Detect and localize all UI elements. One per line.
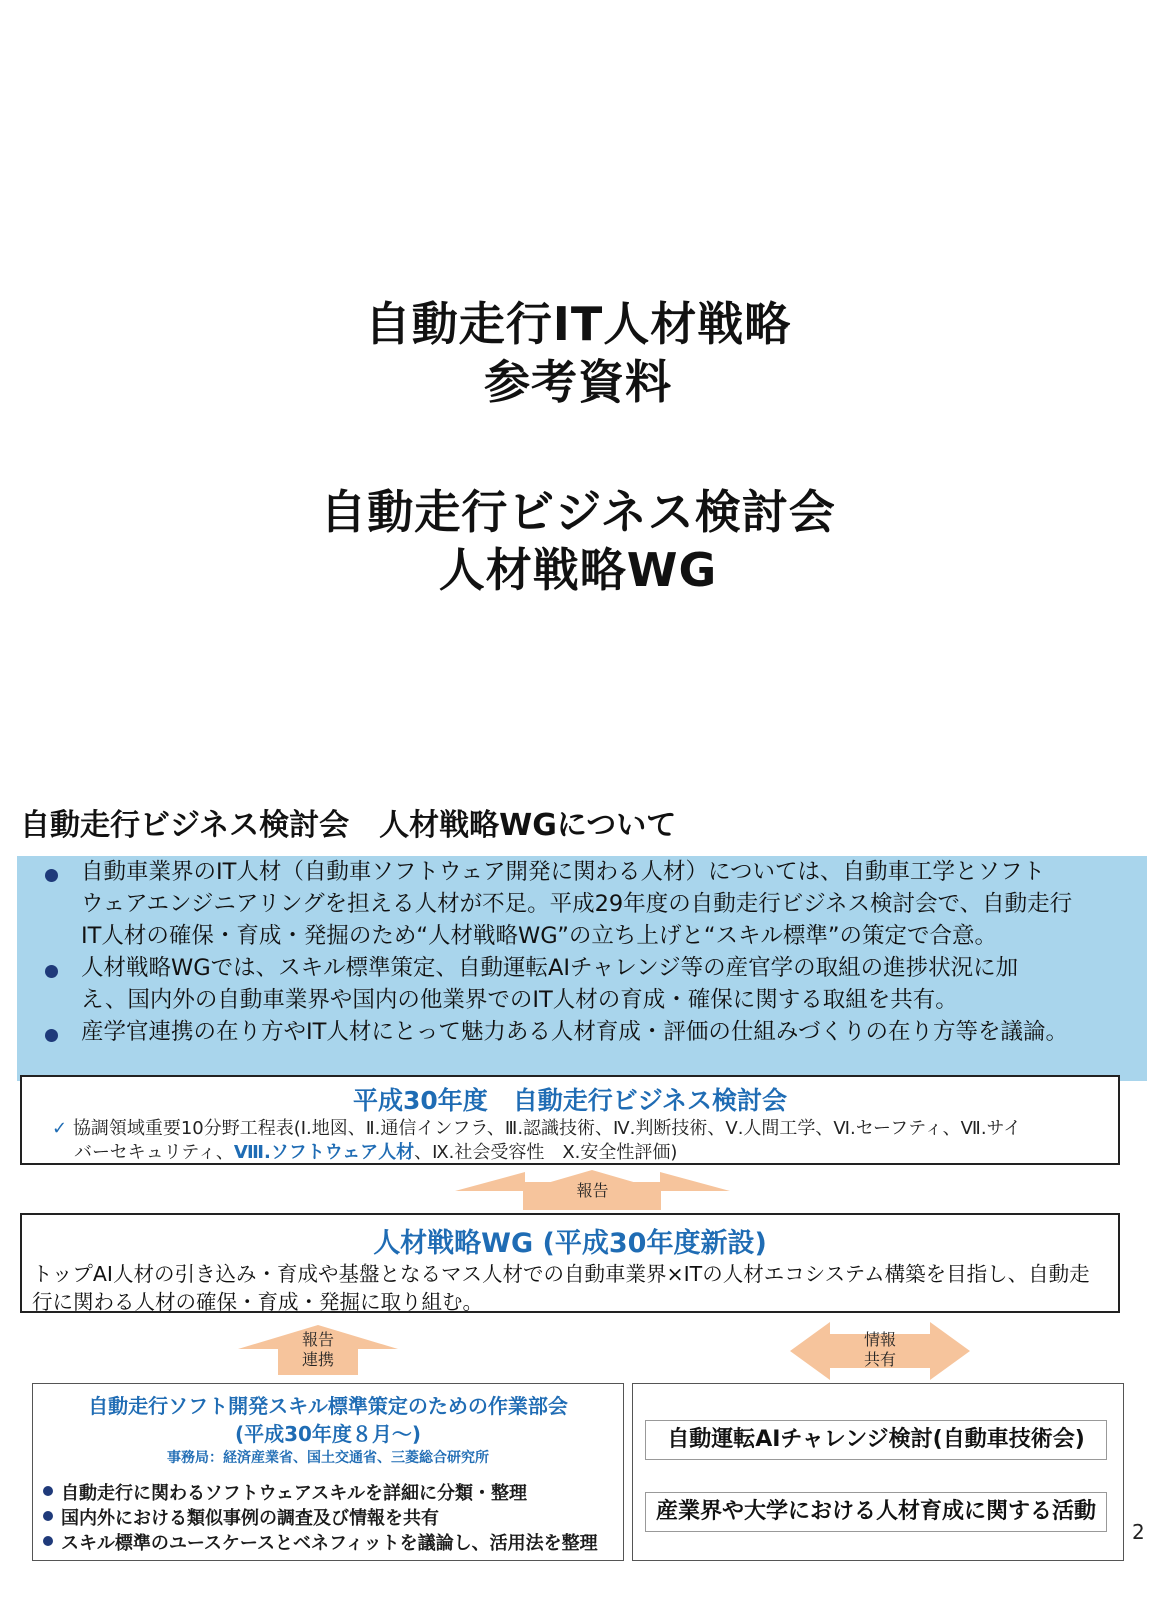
activities-box	[632, 1383, 1124, 1561]
bullet-dot	[43, 1486, 53, 1496]
summary-line: 人材戦略WGでは、スキル標準策定、自動運転AIチャレンジ等の産官学の取組の進捗状況に加	[81, 955, 1019, 981]
council-line1: 協調領域重要10分野工程表(Ⅰ.地図、Ⅱ.通信インフラ、Ⅲ.認識技術、Ⅳ.判断技術、Ⅴ.人間工学、Ⅵ.セーフティ、Ⅶ.サイ	[72, 1118, 1022, 1139]
workgroup-item: スキル標準のユースケースとベネフィットを議論し、活用法を整理	[61, 1533, 598, 1554]
summary-line: 産学官連携の在り方やIT人材にとって魅力ある人材育成・評価の仕組みづくりの在り方等を議論。	[81, 1019, 1068, 1045]
summary-line: ウェアエンジニアリングを担える人材が不足。平成29年度の自動走行ビジネス検討会で、自動走行	[81, 891, 1073, 917]
wg-line2: 行に関わる人材の確保・育成・発掘に取り組む。	[32, 1290, 483, 1314]
cover-title-line1: 自動走行IT人材戦略	[364, 297, 792, 351]
workgroup-item: 自動走行に関わるソフトウェアスキルを詳細に分類・整理	[61, 1483, 528, 1504]
council-line2-post: 、Ⅸ.社会受容性 Ⅹ.安全性評価)	[414, 1142, 678, 1163]
info-share-label-2: 共有	[863, 1350, 896, 1369]
industry-univ-item: 産業界や大学における人材育成に関する活動	[645, 1492, 1107, 1532]
workgroup-box	[32, 1383, 624, 1561]
summary-line: IT人材の確保・育成・発掘のため“人材戦略WG”の立ち上げと“スキル標準”の策定で合意。	[81, 923, 997, 949]
workgroup-office: 事務局：経済産業省、国土交通省、三菱総合研究所	[167, 1450, 489, 1466]
summary-line: 自動車業界のIT人材（自動車ソフトウェア開発に関わる人材）については、自動車工学とソフト	[81, 859, 1046, 885]
cover-title-line2: 参考資料	[484, 355, 672, 409]
check-icon: ✓	[52, 1118, 68, 1139]
report-arrow-label: 報告	[576, 1181, 609, 1200]
bullet-dot	[45, 1029, 58, 1042]
section-title: 自動走行ビジネス検討会 人材戦略WGについて	[20, 808, 677, 843]
workgroup-item: 国内外における類似事例の調査及び情報を共有	[61, 1508, 439, 1529]
wg-line1: トップAI人材の引き込み・育成や基盤となるマス人材での自動車業界×ITの人材エコシステム構築を目指し、自動走	[32, 1262, 1090, 1286]
cover-title-line3: 自動走行ビジネス検討会	[320, 485, 836, 539]
wg-title: 人材戦略WG (平成30年度新設)	[373, 1228, 767, 1259]
bullet-dot	[45, 869, 58, 882]
cover-title-line4: 人材戦略WG	[438, 543, 718, 597]
info-share-label-1: 情報	[863, 1330, 896, 1349]
bullet-dot	[43, 1511, 53, 1521]
ai-challenge-item: 自動運転AIチャレンジ検討(自動車技術会)	[645, 1420, 1107, 1460]
bullet-dot	[45, 965, 58, 978]
council-box	[20, 1075, 1120, 1165]
page-number: 2	[1132, 1520, 1145, 1544]
wg-box	[20, 1213, 1120, 1313]
summary-panel	[17, 856, 1147, 1081]
report-coop-label-1: 報告	[301, 1330, 334, 1349]
council-line2-pre: バーセキュリティ、	[74, 1142, 234, 1163]
report-coop-label-2: 連携	[301, 1350, 334, 1369]
summary-line: え、国内外の自動車業界や国内の他業界でのIT人材の育成・確保に関する取組を共有。	[81, 987, 958, 1013]
workgroup-subtitle: (平成30年度８月～)	[234, 1422, 422, 1446]
bullet-dot	[43, 1536, 53, 1546]
council-title: 平成30年度 自動走行ビジネス検討会	[352, 1086, 788, 1115]
council-line2-highlight: Ⅷ.ソフトウェア人材	[233, 1142, 415, 1163]
workgroup-title: 自動走行ソフト開発スキル標準策定のための作業部会	[88, 1394, 568, 1418]
